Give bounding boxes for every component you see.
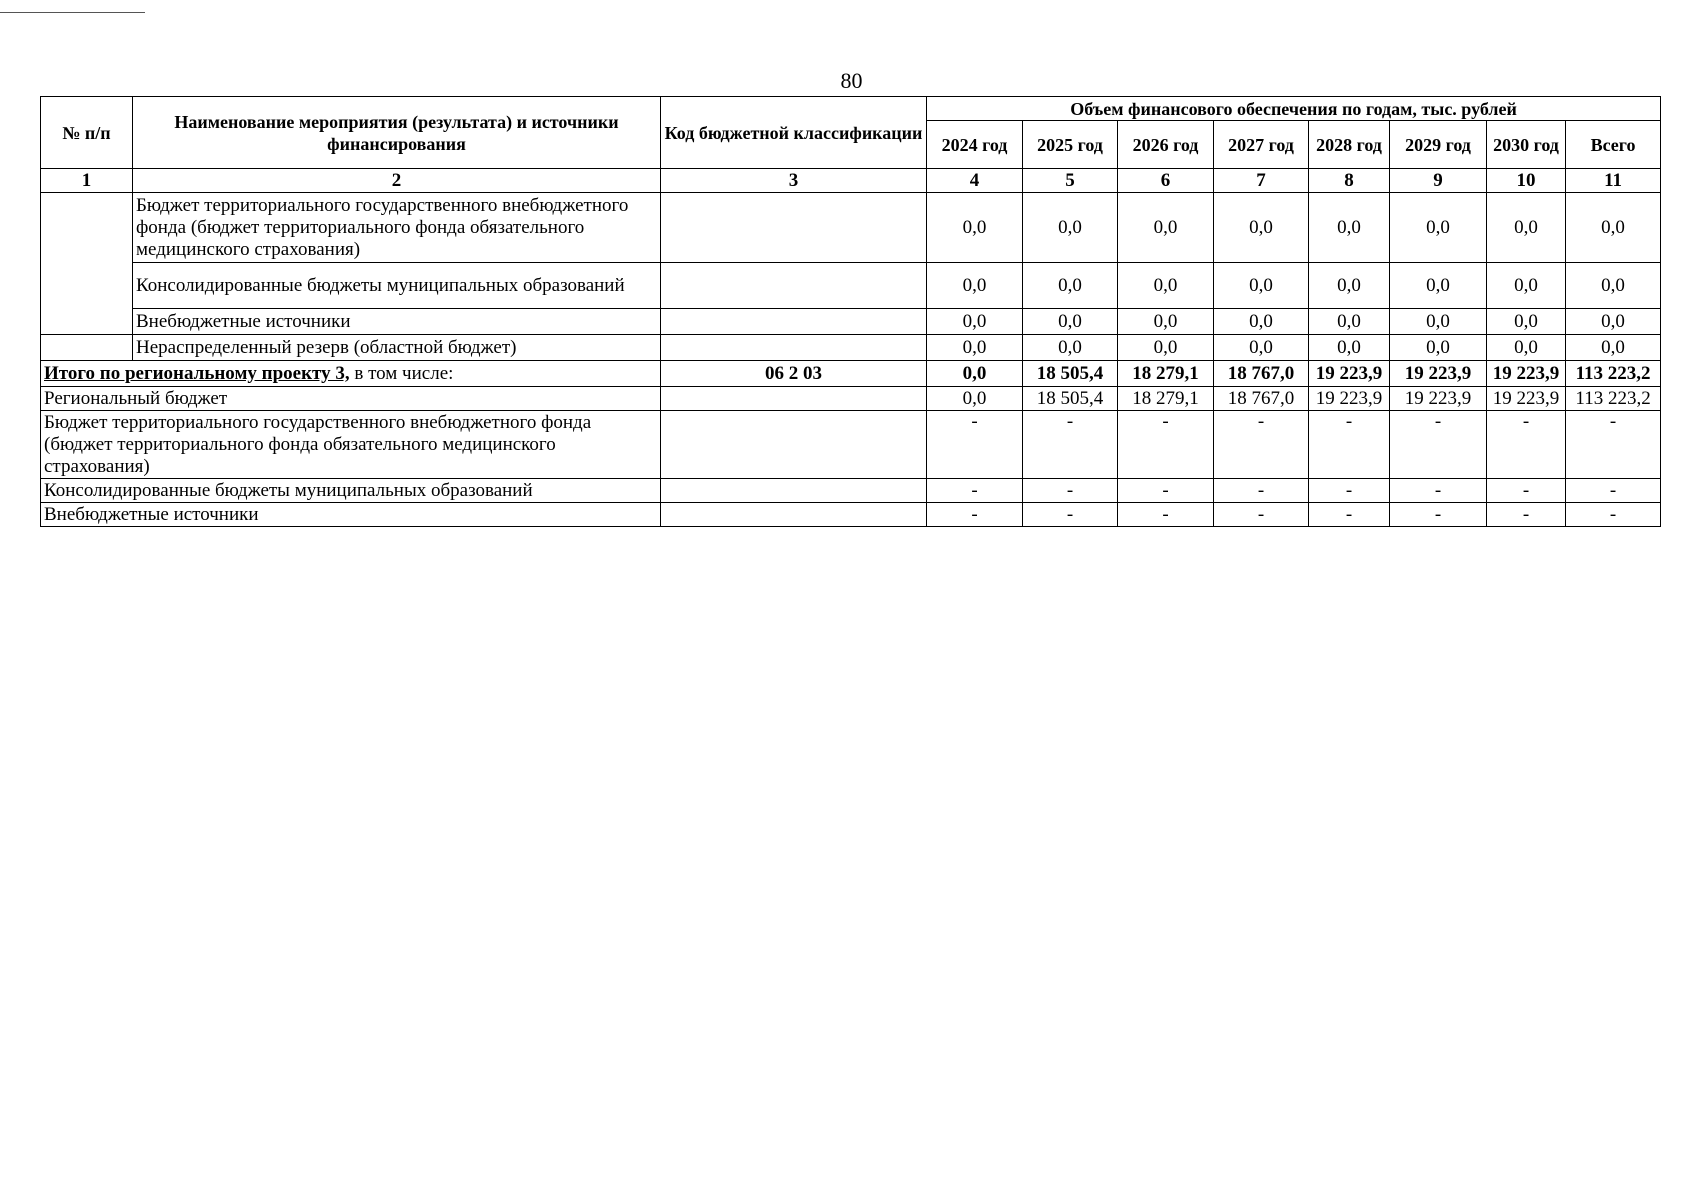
column-number: 4 — [927, 169, 1023, 193]
breakdown-code — [661, 503, 927, 527]
value-cell: - — [1118, 411, 1214, 479]
value-cell: 0,0 — [1566, 193, 1661, 263]
value-cell: 0,0 — [1487, 263, 1566, 309]
breakdown-name: Региональный бюджет — [41, 387, 661, 411]
value-cell: - — [1309, 503, 1390, 527]
column-number: 1 — [41, 169, 133, 193]
total-value: 19 223,9 — [1390, 361, 1487, 387]
column-number: 10 — [1487, 169, 1566, 193]
value-cell: 0,0 — [1309, 193, 1390, 263]
value-cell: 18 279,1 — [1118, 387, 1214, 411]
value-cell: 0,0 — [1118, 335, 1214, 361]
top-rule — [0, 12, 145, 13]
value-cell: - — [1390, 411, 1487, 479]
total-value: 0,0 — [927, 361, 1023, 387]
value-cell: 0,0 — [927, 387, 1023, 411]
value-cell: 0,0 — [1023, 309, 1118, 335]
column-number-row — [41, 169, 1661, 193]
column-number: 11 — [1566, 169, 1661, 193]
value-cell: 0,0 — [1023, 263, 1118, 309]
row-number-cell — [41, 193, 133, 335]
header-volume: Объем финансового обеспечения по годам, тыс. рублей — [927, 97, 1661, 121]
value-cell: - — [1309, 479, 1390, 503]
header-year: 2029 год — [1390, 121, 1487, 169]
value-cell: 0,0 — [1487, 309, 1566, 335]
value-cell: 0,0 — [1118, 263, 1214, 309]
value-cell: - — [1487, 411, 1566, 479]
column-number: 5 — [1023, 169, 1118, 193]
total-value: 18 505,4 — [1023, 361, 1118, 387]
column-number: 7 — [1214, 169, 1309, 193]
value-cell: 0,0 — [1566, 263, 1661, 309]
value-cell: 0,0 — [1390, 263, 1487, 309]
total-value: 19 223,9 — [1309, 361, 1390, 387]
breakdown-code — [661, 387, 927, 411]
financing-table — [40, 96, 1661, 527]
breakdown-row — [41, 503, 1661, 527]
header-num: № п/п — [41, 97, 133, 169]
value-cell: 19 223,9 — [1390, 387, 1487, 411]
row-name: Бюджет территориального государственного внебюджетного фонда (бюджет территориального фонда обязательного медицинского страхования) — [133, 193, 661, 263]
row-code — [661, 193, 927, 263]
value-cell: 0,0 — [1023, 193, 1118, 263]
value-cell: 0,0 — [1214, 309, 1309, 335]
total-name — [41, 361, 661, 387]
breakdown-code — [661, 411, 927, 479]
value-cell: - — [1487, 479, 1566, 503]
value-cell: 0,0 — [1390, 193, 1487, 263]
value-cell: 19 223,9 — [1309, 387, 1390, 411]
value-cell: 0,0 — [1390, 335, 1487, 361]
value-cell: - — [1118, 503, 1214, 527]
value-cell: 113 223,2 — [1566, 387, 1661, 411]
total-value: 18 767,0 — [1214, 361, 1309, 387]
row-name: Консолидированные бюджеты муниципальных образований — [133, 263, 661, 309]
value-cell: - — [1214, 503, 1309, 527]
value-cell: - — [1214, 411, 1309, 479]
breakdown-code — [661, 479, 927, 503]
breakdown-row — [41, 387, 1661, 411]
value-cell: - — [927, 411, 1023, 479]
total-value: 19 223,9 — [1487, 361, 1566, 387]
value-cell: 0,0 — [1118, 193, 1214, 263]
value-cell: 19 223,9 — [1487, 387, 1566, 411]
value-cell: - — [927, 479, 1023, 503]
value-cell: - — [1023, 503, 1118, 527]
value-cell: - — [1487, 503, 1566, 527]
table-row — [41, 335, 1661, 361]
value-cell: - — [1566, 503, 1661, 527]
header-year: 2025 год — [1023, 121, 1118, 169]
value-cell: 0,0 — [1566, 335, 1661, 361]
value-cell: 0,0 — [1118, 309, 1214, 335]
total-row — [41, 361, 1661, 387]
value-cell: 0,0 — [1487, 335, 1566, 361]
value-cell: - — [1023, 411, 1118, 479]
total-code: 06 2 03 — [661, 361, 927, 387]
breakdown-name: Внебюджетные источники — [41, 503, 661, 527]
breakdown-name: Бюджет территориального государственного внебюджетного фонда (бюджет территориального фонда обязательного медицинского страхования) — [41, 411, 661, 479]
value-cell: 0,0 — [927, 309, 1023, 335]
total-value: 18 279,1 — [1118, 361, 1214, 387]
table-row — [41, 193, 1661, 263]
value-cell: 0,0 — [1487, 193, 1566, 263]
value-cell: - — [1566, 411, 1661, 479]
value-cell: 0,0 — [1566, 309, 1661, 335]
header-name: Наименование мероприятия (результата) и источники финансирования — [133, 97, 661, 169]
value-cell: 18 505,4 — [1023, 387, 1118, 411]
header-year: 2028 год — [1309, 121, 1390, 169]
value-cell: - — [1214, 479, 1309, 503]
header-total: Всего — [1566, 121, 1661, 169]
breakdown-row — [41, 479, 1661, 503]
breakdown-row — [41, 411, 1661, 479]
value-cell: 0,0 — [1023, 335, 1118, 361]
header-year: 2030 год — [1487, 121, 1566, 169]
table-row — [41, 309, 1661, 335]
header-code: Код бюджетной классификации — [661, 97, 927, 169]
value-cell: 0,0 — [1214, 263, 1309, 309]
value-cell: 0,0 — [1309, 263, 1390, 309]
value-cell: - — [1309, 411, 1390, 479]
row-code — [661, 309, 927, 335]
value-cell: 0,0 — [927, 263, 1023, 309]
value-cell: 0,0 — [927, 193, 1023, 263]
value-cell: - — [1390, 479, 1487, 503]
value-cell: 0,0 — [927, 335, 1023, 361]
column-number: 9 — [1390, 169, 1487, 193]
column-number: 8 — [1309, 169, 1390, 193]
row-code — [661, 335, 927, 361]
value-cell: 0,0 — [1214, 335, 1309, 361]
row-name: Нераспределенный резерв (областной бюджет) — [133, 335, 661, 361]
value-cell: - — [1023, 479, 1118, 503]
value-cell: 0,0 — [1309, 309, 1390, 335]
total-value: 113 223,2 — [1566, 361, 1661, 387]
column-number: 6 — [1118, 169, 1214, 193]
column-number: 2 — [133, 169, 661, 193]
value-cell: - — [1566, 479, 1661, 503]
column-number: 3 — [661, 169, 927, 193]
breakdown-name: Консолидированные бюджеты муниципальных образований — [41, 479, 661, 503]
value-cell: 18 767,0 — [1214, 387, 1309, 411]
total-name-bold: Итого по региональному проекту 3, — [44, 362, 350, 384]
row-number-cell — [41, 335, 133, 361]
header-year: 2026 год — [1118, 121, 1214, 169]
value-cell: 0,0 — [1390, 309, 1487, 335]
value-cell: 0,0 — [1309, 335, 1390, 361]
header-year: 2024 год — [927, 121, 1023, 169]
header-year: 2027 год — [1214, 121, 1309, 169]
total-name-rest: в том числе: — [349, 362, 454, 384]
row-code — [661, 263, 927, 309]
page-number: 80 — [840, 68, 863, 93]
value-cell: - — [1390, 503, 1487, 527]
row-name: Внебюджетные источники — [133, 309, 661, 335]
value-cell: 0,0 — [1214, 193, 1309, 263]
value-cell: - — [1118, 479, 1214, 503]
value-cell: - — [927, 503, 1023, 527]
table-row — [41, 263, 1661, 309]
